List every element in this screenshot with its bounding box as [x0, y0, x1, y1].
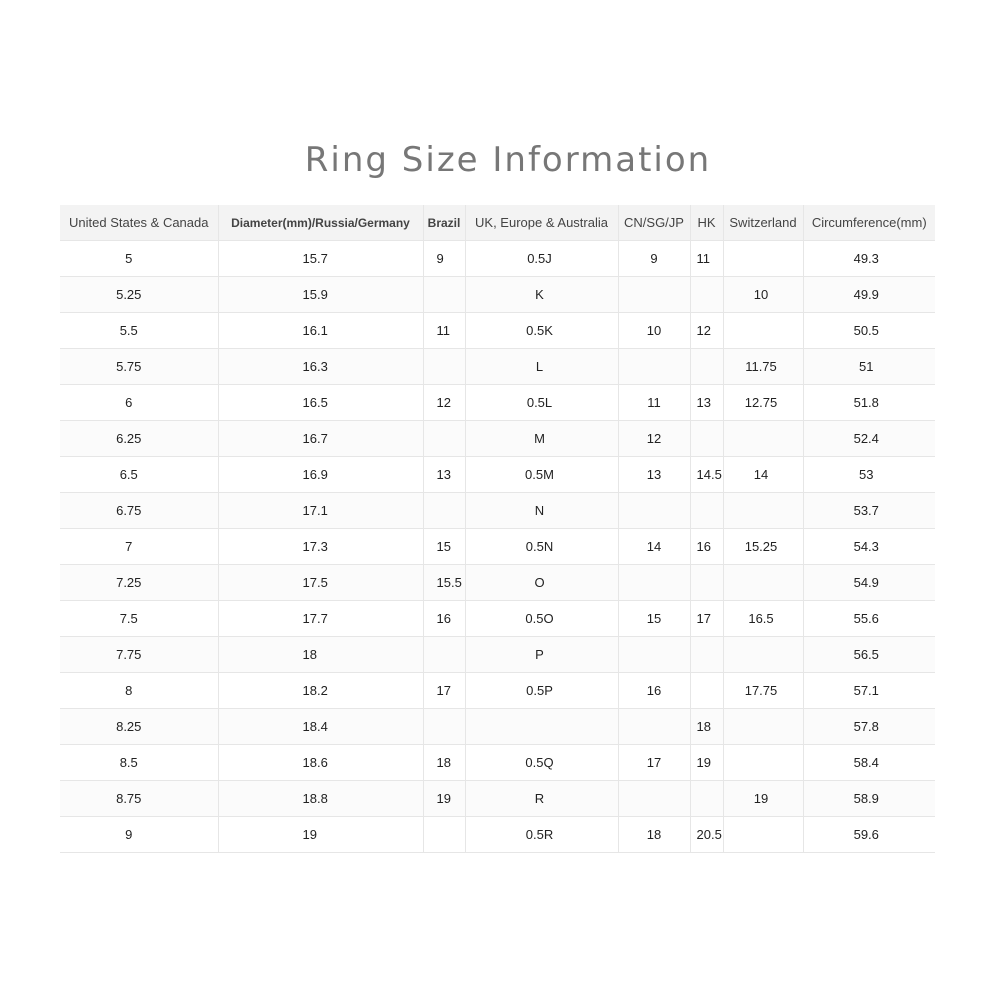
table-row [60, 817, 935, 853]
cell-uk-europe-australia: 0.5J [465, 241, 618, 277]
cell-us-canada: 5.75 [60, 349, 218, 385]
cell-hk: 19 [690, 745, 723, 781]
cell-hk: 13 [690, 385, 723, 421]
header-hk: HK [690, 205, 723, 241]
table-row [60, 529, 935, 565]
table-row [60, 349, 935, 385]
table-body [60, 241, 935, 853]
page-title: Ring Size Information [304, 140, 712, 180]
cell-us-canada: 7 [60, 529, 218, 565]
cell-diameter: 18.4 [218, 709, 423, 745]
cell-circumference: 59.6 [803, 817, 935, 853]
cell-cn-sg-jp: 16 [618, 673, 690, 709]
cell-circumference: 54.9 [803, 565, 935, 601]
cell-switzerland: 14 [723, 457, 803, 493]
header-us-canada: United States & Canada [60, 205, 218, 241]
cell-uk-europe-australia [465, 709, 618, 745]
cell-us-canada: 7.25 [60, 565, 218, 601]
cell-circumference: 53 [803, 457, 935, 493]
cell-brazil: 15 [423, 529, 465, 565]
cell-diameter: 16.3 [218, 349, 423, 385]
cell-hk [690, 277, 723, 313]
cell-us-canada: 8 [60, 673, 218, 709]
cell-switzerland [723, 637, 803, 673]
cell-brazil: 18 [423, 745, 465, 781]
cell-circumference: 58.9 [803, 781, 935, 817]
cell-uk-europe-australia: K [465, 277, 618, 313]
cell-brazil [423, 709, 465, 745]
cell-hk [690, 673, 723, 709]
cell-switzerland [723, 709, 803, 745]
cell-diameter: 19 [218, 817, 423, 853]
cell-cn-sg-jp: 10 [618, 313, 690, 349]
cell-hk: 14.5 [690, 457, 723, 493]
cell-brazil: 11 [423, 313, 465, 349]
cell-brazil [423, 277, 465, 313]
cell-uk-europe-australia: 0.5L [465, 385, 618, 421]
cell-uk-europe-australia: 0.5K [465, 313, 618, 349]
cell-brazil: 16 [423, 601, 465, 637]
cell-switzerland: 19 [723, 781, 803, 817]
cell-circumference: 49.9 [803, 277, 935, 313]
cell-cn-sg-jp [618, 565, 690, 601]
cell-hk: 17 [690, 601, 723, 637]
cell-brazil: 15.5 [423, 565, 465, 601]
cell-switzerland [723, 565, 803, 601]
cell-uk-europe-australia: L [465, 349, 618, 385]
cell-cn-sg-jp: 13 [618, 457, 690, 493]
cell-circumference: 49.3 [803, 241, 935, 277]
cell-diameter: 18.8 [218, 781, 423, 817]
cell-hk [690, 349, 723, 385]
cell-brazil [423, 421, 465, 457]
cell-brazil: 17 [423, 673, 465, 709]
table-row [60, 277, 935, 313]
header-cn-sg-jp: CN/SG/JP [618, 205, 690, 241]
cell-switzerland: 12.75 [723, 385, 803, 421]
cell-cn-sg-jp: 17 [618, 745, 690, 781]
cell-circumference: 57.1 [803, 673, 935, 709]
cell-brazil [423, 493, 465, 529]
cell-cn-sg-jp [618, 277, 690, 313]
cell-diameter: 17.7 [218, 601, 423, 637]
cell-switzerland: 17.75 [723, 673, 803, 709]
cell-uk-europe-australia: P [465, 637, 618, 673]
cell-uk-europe-australia: 0.5N [465, 529, 618, 565]
ring-size-table [60, 205, 935, 853]
cell-hk: 18 [690, 709, 723, 745]
cell-us-canada: 8.25 [60, 709, 218, 745]
cell-brazil: 12 [423, 385, 465, 421]
header-circumference: Circumference(mm) [803, 205, 935, 241]
cell-diameter: 17.5 [218, 565, 423, 601]
cell-diameter: 17.1 [218, 493, 423, 529]
cell-switzerland [723, 493, 803, 529]
table-row [60, 493, 935, 529]
cell-switzerland: 11.75 [723, 349, 803, 385]
header-diameter: Diameter(mm)/Russia/Germany [218, 205, 423, 241]
cell-uk-europe-australia: 0.5M [465, 457, 618, 493]
cell-circumference: 55.6 [803, 601, 935, 637]
table-row [60, 241, 935, 277]
cell-hk [690, 493, 723, 529]
cell-cn-sg-jp: 12 [618, 421, 690, 457]
cell-switzerland: 16.5 [723, 601, 803, 637]
cell-us-canada: 6.25 [60, 421, 218, 457]
cell-uk-europe-australia: 0.5R [465, 817, 618, 853]
cell-us-canada: 7.5 [60, 601, 218, 637]
cell-circumference: 52.4 [803, 421, 935, 457]
cell-diameter: 18.6 [218, 745, 423, 781]
cell-brazil: 13 [423, 457, 465, 493]
cell-cn-sg-jp [618, 349, 690, 385]
cell-us-canada: 5 [60, 241, 218, 277]
header-brazil: Brazil [423, 205, 465, 241]
cell-cn-sg-jp [618, 637, 690, 673]
table-row [60, 781, 935, 817]
cell-cn-sg-jp: 9 [618, 241, 690, 277]
cell-uk-europe-australia: 0.5O [465, 601, 618, 637]
cell-brazil [423, 817, 465, 853]
cell-diameter: 17.3 [218, 529, 423, 565]
cell-hk: 11 [690, 241, 723, 277]
header-uk-europe-australia: UK, Europe & Australia [465, 205, 618, 241]
table-row [60, 673, 935, 709]
cell-cn-sg-jp [618, 709, 690, 745]
cell-diameter: 16.7 [218, 421, 423, 457]
cell-uk-europe-australia: 0.5Q [465, 745, 618, 781]
cell-circumference: 53.7 [803, 493, 935, 529]
table-row [60, 457, 935, 493]
cell-hk: 16 [690, 529, 723, 565]
cell-brazil: 19 [423, 781, 465, 817]
cell-us-canada: 8.5 [60, 745, 218, 781]
cell-diameter: 16.9 [218, 457, 423, 493]
cell-hk [690, 637, 723, 673]
table-row [60, 745, 935, 781]
cell-diameter: 15.9 [218, 277, 423, 313]
cell-circumference: 56.5 [803, 637, 935, 673]
cell-circumference: 58.4 [803, 745, 935, 781]
table-row [60, 565, 935, 601]
cell-us-canada: 6 [60, 385, 218, 421]
cell-hk: 12 [690, 313, 723, 349]
table-row [60, 421, 935, 457]
cell-switzerland [723, 421, 803, 457]
cell-us-canada: 6.5 [60, 457, 218, 493]
cell-uk-europe-australia: M [465, 421, 618, 457]
cell-us-canada: 9 [60, 817, 218, 853]
cell-switzerland [723, 313, 803, 349]
cell-brazil: 9 [423, 241, 465, 277]
cell-circumference: 57.8 [803, 709, 935, 745]
cell-us-canada: 8.75 [60, 781, 218, 817]
cell-circumference: 51.8 [803, 385, 935, 421]
cell-switzerland [723, 817, 803, 853]
cell-circumference: 54.3 [803, 529, 935, 565]
header-switzerland: Switzerland [723, 205, 803, 241]
cell-us-canada: 6.75 [60, 493, 218, 529]
cell-hk: 20.5 [690, 817, 723, 853]
cell-cn-sg-jp [618, 493, 690, 529]
cell-uk-europe-australia: 0.5P [465, 673, 618, 709]
cell-switzerland [723, 745, 803, 781]
cell-circumference: 50.5 [803, 313, 935, 349]
cell-us-canada: 5.5 [60, 313, 218, 349]
cell-switzerland [723, 241, 803, 277]
cell-switzerland: 10 [723, 277, 803, 313]
cell-hk [690, 565, 723, 601]
cell-cn-sg-jp: 11 [618, 385, 690, 421]
cell-uk-europe-australia: R [465, 781, 618, 817]
cell-us-canada: 5.25 [60, 277, 218, 313]
table-header-row [60, 205, 935, 241]
cell-diameter: 16.1 [218, 313, 423, 349]
cell-diameter: 18.2 [218, 673, 423, 709]
table-row [60, 601, 935, 637]
table-row [60, 313, 935, 349]
cell-hk [690, 421, 723, 457]
cell-us-canada: 7.75 [60, 637, 218, 673]
cell-switzerland: 15.25 [723, 529, 803, 565]
table-row [60, 385, 935, 421]
cell-cn-sg-jp [618, 781, 690, 817]
cell-diameter: 16.5 [218, 385, 423, 421]
cell-diameter: 18 [218, 637, 423, 673]
cell-diameter: 15.7 [218, 241, 423, 277]
cell-hk [690, 781, 723, 817]
cell-cn-sg-jp: 18 [618, 817, 690, 853]
cell-uk-europe-australia: N [465, 493, 618, 529]
cell-brazil [423, 349, 465, 385]
cell-cn-sg-jp: 15 [618, 601, 690, 637]
cell-uk-europe-australia: O [465, 565, 618, 601]
table-row [60, 637, 935, 673]
cell-cn-sg-jp: 14 [618, 529, 690, 565]
cell-brazil [423, 637, 465, 673]
table-row [60, 709, 935, 745]
cell-circumference: 51 [803, 349, 935, 385]
